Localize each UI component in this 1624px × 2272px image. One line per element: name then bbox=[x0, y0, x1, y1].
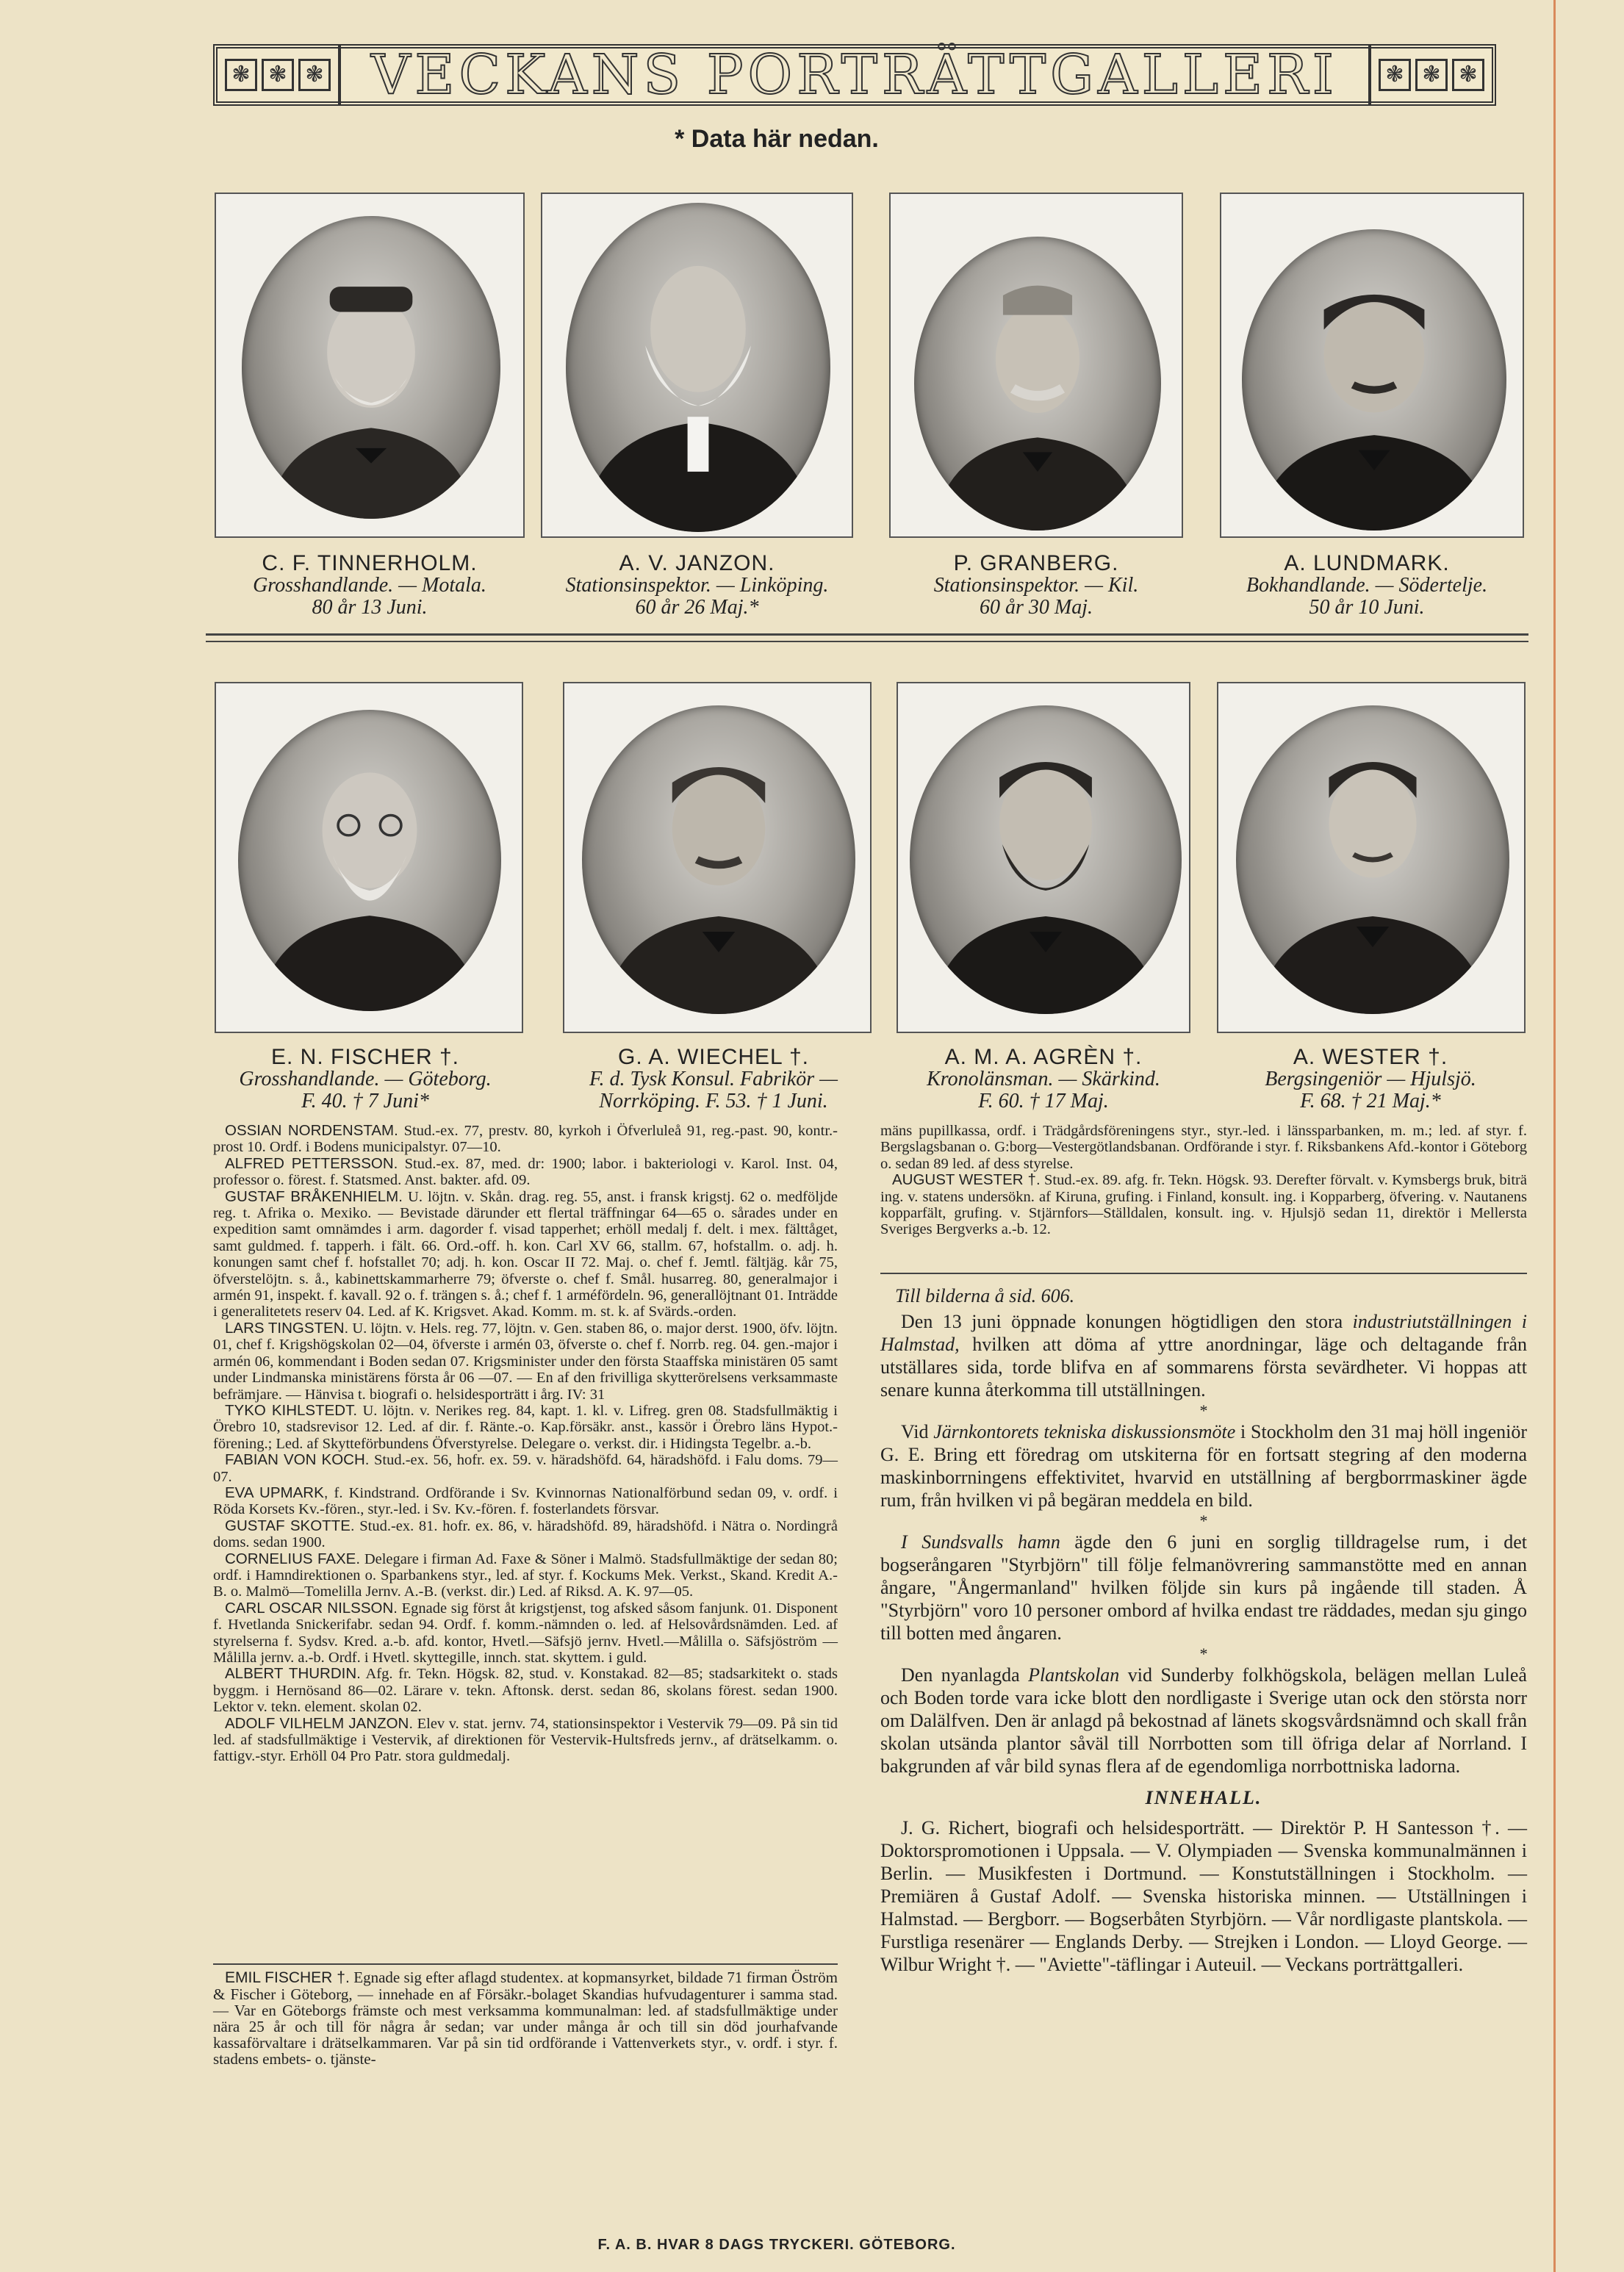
caption-date: 50 år 10 Juni. bbox=[1309, 596, 1425, 619]
caption-title: Bokhandlande. — Södertelje. bbox=[1246, 574, 1488, 597]
bio-name: ALFRED PETTERSSON. bbox=[225, 1154, 398, 1172]
section-star: * bbox=[1199, 1511, 1208, 1530]
caption-fischer bbox=[193, 1046, 538, 1112]
bio-text: U. löjtn. v. Hels. reg. 77, löjtn. v. Gen. staben 86, o. major derst. 1900, öfv. löjtn. 01, chef f. Krigshögskolan 02—04, öfverste i armén 03, öfverste o. chef f. Norrb. reg. 04. gen.-major i armén 06, kommendant i Boden sedan 07. Krigsminister under den första Staaffska ministären 05 samt under Lindmanska ministärens första år 06 —07. — En af den frivilliga skytterörelsens verksammaste befrämjare. — Hänvisa t. biografi o. helsidesporträtt i årg. IV: 31 bbox=[213, 1320, 838, 1403]
data-note: * Data här nedan. bbox=[675, 125, 879, 153]
bio-entry bbox=[213, 1156, 838, 1189]
bio-text: Stud.-ex. 56, hofr. ex. 59. v. häradshöfd. 64, häradshöfd. i Falu doms. 79—07. bbox=[213, 1452, 838, 1485]
contents-list: J. G. Richert, biografi och helsidesporträtt. — Direktör P. H Santesson †. — Doktorspromotionen i Uppsala. — V. Olympiaden — Svenska kommunalmännen i Berlin. — Musikfesten i Dortmund. — Konstutställningen i Stockholm. — Premiären å Gustaf Adolf. — Svenska historiska minnen. — Utställningen i Halmstad. — Bergborr. — Bogserbåten Styrbjörn. — Vår nordligaste plantskola. — Furstliga resenärer — Englands Derby. — Strejken i London. — Lloyd George. — Wilbur Wright †. — "Aviette"-täflingar i Auteuil. — Veckans porträttgalleri. bbox=[880, 1817, 1527, 1975]
section-star: * bbox=[1199, 1644, 1208, 1663]
caption-date: 80 år 13 Juni. bbox=[312, 596, 428, 619]
portrait-oval bbox=[582, 705, 855, 1014]
portrait-figure-icon bbox=[914, 237, 1161, 531]
news-plantskola bbox=[880, 1664, 1527, 1777]
bio-text: Afg. fr. Tekn. Högsk. 82, stud. v. Konstakad. 82—85; stadsarkitekt o. stads byggm. i Hernösand 86—02. Lärare v. tekn. Aftonsk. derst. sedan 86, skolans förest. sedan 1900. Lektor v. tekn. element. skolan 02. bbox=[213, 1666, 838, 1716]
news-text: ägde den 6 juni en sorglig tilldragelse rum, i det bogserångaren "Styrbjörn" till följe felmanövrering sammanstötte med en annan ångare, "Ångermanland" hvilken följde sin kurs på ingående till staden. Å "Styrbjörn" voro 10 personer ombord af hvilka endast tre räddades, medan sju gingo till botten med ångaren. bbox=[880, 1531, 1527, 1644]
news-text: vid Sunderby folkhögskola, belägen mellan Luleå och Boden torde vara icke blott den nordligaste i Sverige utan ock den största norr om Dalälfven. Den är anlagd på bekostnad af länets skogsvårdsnämnd och skall från skolan utsända plantor såväl till Norrbotten som till öfriga delar af Norrland. I bakgrunden af vår bild synas flera af de egendomliga norrbottniska ladorna. bbox=[880, 1664, 1527, 1777]
caption-date: F. 68. † 21 Maj.* bbox=[1300, 1090, 1441, 1112]
divider-rule bbox=[206, 633, 1528, 636]
caption-name: A. V. JANZON. bbox=[619, 551, 775, 575]
news-emphasis: Plantskolan bbox=[1028, 1664, 1120, 1686]
bio-entry bbox=[213, 1452, 838, 1485]
bio-name: EVA UPMARK, bbox=[225, 1484, 328, 1501]
caption-wester bbox=[1205, 1046, 1536, 1112]
bio-text: Delegare i firman Ad. Faxe & Söner i Malmö. Stadsfullmäktige der sedan 80; ordf. i Hamndirektionen o. Sparbankens styr., led. af styr. f. Kockums Mek. Verkst., Skand. Kredit A.-B. o. Malmö—Tomelilla Jernv. A.-B. (verkst. dir.) Led. af Riksd. A. K. 97—05. bbox=[213, 1550, 838, 1600]
portrait-oval bbox=[914, 237, 1161, 531]
bio-text: Elev v. stat. jernv. 74, stationsinspektor i Vestervik 79—09. På sin tid led. af stadsfullmäktige i Vestervik, af direktionen för Vestervik-Hultsfreds jernv., af drätselkamm. o. fattigv.-styr. Erhöll 04 Pro Patr. stora guldmedalj. bbox=[213, 1715, 838, 1765]
bio-entry bbox=[213, 1320, 838, 1403]
portrait-figure-icon bbox=[566, 203, 830, 532]
bio-name: GUSTAF BRÅKENHIELM. bbox=[225, 1187, 403, 1205]
caption-date: F. 40. † 7 Juni* bbox=[301, 1090, 429, 1112]
news-text: Den nyanlagda bbox=[901, 1664, 1029, 1686]
bio-entry bbox=[213, 1600, 838, 1667]
bio-name: GUSTAF SKOTTE. bbox=[225, 1517, 355, 1534]
caption-title: Kronolänsman. — Skärkind. bbox=[927, 1068, 1160, 1090]
caption-granberg bbox=[889, 553, 1183, 619]
masthead-banner bbox=[213, 44, 1496, 106]
bio-divider bbox=[213, 1963, 838, 1965]
caption-title: Bergsingeniör — Hjulsjö. bbox=[1265, 1068, 1476, 1090]
news-text: Den 13 juni öppnade konungen högtidligen den stora bbox=[901, 1311, 1353, 1332]
caption-janzon bbox=[541, 553, 853, 619]
bio-name: EMIL FISCHER †. bbox=[225, 1969, 350, 1986]
portrait-photo bbox=[563, 682, 872, 1033]
caption-name: A. WESTER †. bbox=[1293, 1045, 1448, 1069]
news-emphasis: Järnkontorets tekniska diskussionsmöte bbox=[933, 1421, 1236, 1442]
bio-continuation: mäns pupillkassa, ordf. i Trädgårdsföreningens styr., styr.-led. i länssparbanken, m. m.; led. af styr. f. Bergslagsbanan o. G:borg—Vestergötlandsbanan. Ordförande i styr. f. Riksbankens Afd.-kontor i Göteborg o. sedan 89 led. af dess styrelse. bbox=[880, 1123, 1527, 1172]
portrait-photo bbox=[215, 682, 523, 1033]
caption-name: A. M. A. AGRÈN †. bbox=[944, 1045, 1143, 1069]
portrait-oval bbox=[1236, 705, 1509, 1014]
news-text: Vid bbox=[901, 1421, 934, 1442]
caption-title: Stationsinspektor. — Linköping. bbox=[565, 574, 829, 597]
portrait-photo bbox=[541, 193, 853, 538]
bio-text: Stud.-ex. 89. afg. fr. Tekn. Högsk. 93. Derefter förvalt. v. Kymsbergs bruk, biträ ing. v. statens undersökn. af Kiruna, grufing. i Finland, konsult. ing. i Kopparberg, öfvering. v. Nautanens kopparfält, grufing. v. Stjärnfors—Ställdalen, konsult. ing. v. Hjulsjö sedan 11, direktör i Mellersta Sveriges Bergverks a.-b. 12. bbox=[880, 1172, 1527, 1238]
portrait-figure-icon bbox=[582, 705, 855, 1014]
caption-date: 60 år 26 Maj.* bbox=[635, 596, 759, 619]
news-text: i Stockholm den 31 maj höll ingeniör G. E. Bring ett föredrag om utskiterna för en fortsatt stegring af den moderna maskinborrningens effektivitet, hvarvid en utställning af bergborrmaskiner ägde rum, från hvilken vi på begäran meddela en bild. bbox=[880, 1421, 1527, 1511]
portrait-figure-icon bbox=[1242, 229, 1506, 531]
portrait-photo bbox=[897, 682, 1190, 1033]
printer-footer: F. A. B. HVAR 8 DAGS TRYCKERI. GÖTEBORG. bbox=[597, 2237, 956, 2253]
left-ornaments bbox=[218, 59, 338, 91]
bio-name: CORNELIUS FAXE. bbox=[225, 1550, 361, 1567]
portrait-figure-icon bbox=[242, 216, 500, 519]
page-edge-line bbox=[1553, 0, 1556, 2272]
news-emphasis: industriutställningen i Halmstad, bbox=[880, 1311, 1527, 1355]
ornament-icon: ❃ bbox=[1415, 59, 1448, 91]
bio-entry bbox=[213, 1716, 838, 1765]
caption-date: F. 60. † 17 Maj. bbox=[978, 1090, 1109, 1112]
bio-entry bbox=[213, 1518, 838, 1551]
wester-biography bbox=[880, 1123, 1527, 1238]
caption-name: A. LUNDMARK. bbox=[1284, 551, 1450, 575]
news-halmstad bbox=[880, 1310, 1527, 1401]
biographies-column bbox=[213, 1123, 838, 1765]
caption-title: F. d. Tysk Konsul. Fabrikör — bbox=[589, 1068, 838, 1090]
divider-rule bbox=[206, 641, 1528, 642]
portrait-oval bbox=[566, 203, 830, 532]
bio-entry bbox=[213, 1189, 838, 1320]
caption-name: P. GRANBERG. bbox=[953, 551, 1119, 575]
bio-name: ADOLF VILHELM JANZON. bbox=[225, 1714, 414, 1732]
picture-reference: Till bilderna å sid. 606. bbox=[895, 1285, 1075, 1306]
bio-name: TYKO KIHLSTEDT. bbox=[225, 1401, 358, 1419]
news-jarnkontoret bbox=[880, 1420, 1527, 1511]
bio-text: Stud.-ex. 87, med. dr: 1900; labor. i bakteriologi v. Karol. Inst. 04, professor o. förest. f. Statsmed. Anst. bakter. afd. 09. bbox=[213, 1155, 838, 1189]
news-sundsvall bbox=[880, 1531, 1527, 1644]
caption-name: C. F. TINNERHOLM. bbox=[262, 551, 478, 575]
bio-name: CARL OSCAR NILSSON. bbox=[225, 1599, 398, 1617]
bio-name: AUGUST WESTER †. bbox=[892, 1171, 1041, 1189]
portrait-oval bbox=[910, 705, 1182, 1014]
news-column bbox=[880, 1284, 1527, 1976]
portrait-photo bbox=[1217, 682, 1526, 1033]
portrait-figure-icon bbox=[1236, 705, 1509, 1014]
caption-tinnerholm bbox=[215, 553, 525, 619]
bio-text: Egnade sig efter aflagd studentex. at kopmansyrket, bildade 71 firman Öström & Fischer i Göteborg, — innehade en af Försäkr.-bolaget Skandias hufvudagenturer i samma stad. — Var en Göteborgs främste och mest verksamma kommunalman: led. af stadsfullmäktige under nära 25 år och till för några år sedan; var under många år och till sin död jourhafvande kassaförvaltare i drätselkammaren. Var på sin tid ordförande i Vattenverkets styr., v. ordf. i styr. f. stadens embets- o. tjänste- bbox=[213, 1969, 838, 2068]
portrait-figure-icon bbox=[910, 705, 1182, 1014]
ornament-icon: ❃ bbox=[1452, 59, 1484, 91]
ornament-icon: ❃ bbox=[225, 59, 257, 91]
caption-title: Stationsinspektor. — Kil. bbox=[933, 574, 1139, 597]
bio-name: OSSIAN NORDENSTAM. bbox=[225, 1122, 398, 1139]
ornament-icon: ❃ bbox=[298, 59, 331, 91]
portrait-oval bbox=[238, 710, 501, 1011]
caption-title: Grosshandlande. — Göteborg. bbox=[239, 1068, 492, 1090]
caption-date: 60 år 30 Maj. bbox=[980, 596, 1093, 619]
caption-title: Grosshandlande. — Motala. bbox=[253, 574, 486, 597]
portrait-oval bbox=[1242, 229, 1506, 531]
section-star: * bbox=[1199, 1401, 1208, 1420]
right-ornaments bbox=[1371, 59, 1492, 91]
bio-text: Stud.-ex. 81. hofr. ex. 86, v. häradshöfd. 89, häradshöfd. i Nätra o. Nordingrå doms. sedan 1900. bbox=[213, 1517, 838, 1551]
caption-date: Norrköping. F. 53. † 1 Juni. bbox=[599, 1090, 828, 1112]
caption-wiechel bbox=[541, 1046, 886, 1112]
bio-entry bbox=[213, 1485, 838, 1518]
bio-text: U. löjtn. v. Nerikes reg. 84, kapt. 1. kl. v. Lifreg. gren 08. Stadsfullmäktig i Örebro 10, stadsrevisor 12. Led. af dir. f. Ränte.-o. Kap.försäkr. anst., kassör i Örebro läns Hypot.-förening.; Led. af Skytteförbundens Öfverstyrelse. Delegare o. verkst. dir. i Hidingsta Tegelbr. a.-b. bbox=[213, 1402, 838, 1452]
bio-text: U. löjtn. v. Skån. drag. reg. 55, anst. i fransk krigstj. 62 o. medföljde reg. t. Afrika o. Mexiko. — Bevistade därunder ett flertal träffningar 64—65 o. sårades under en expedition samt omnämdes i arm. dagorder f. visad tapperhet; erhöll medalj f. delt. i mex. fälttåget, samt guldmed. f. tapperh. i fält. 66. Ord.-off. h. kon. Carl XV 66, stallm. 67, hofstallm. o. adj. h. konungen samt chef f. hofstallet 70; adj. h. kon. Oscar II 72. Maj. o. chef f. Jemtl. fältjäg. kår 75, öfverstelöjtn. s. å., kabinettskammarherre 79; öfverste o. chef f. Smål. husarreg. 80, generalmajor i armén 91, inspekt. f. kavall. 92 o. f. trängen s. å.; chef f. 1 arméfördeln. 96, generallöjtnant 01. Inträdde i generalitetets reserv 04. Led. af K. Krigsvet. Akad. Komm. m. st. k. af Svärds.-orden. bbox=[213, 1188, 838, 1320]
bio-entry bbox=[213, 1666, 838, 1715]
news-emphasis: I Sundsvalls hamn bbox=[901, 1531, 1060, 1553]
contents-heading: INNEHALL. bbox=[1145, 1787, 1262, 1808]
column-divider bbox=[880, 1273, 1527, 1274]
bio-entry bbox=[213, 1551, 838, 1600]
bio-entry bbox=[213, 1403, 838, 1452]
caption-lundmark bbox=[1205, 553, 1528, 619]
ornament-icon: ❃ bbox=[262, 59, 294, 91]
portrait-photo bbox=[889, 193, 1183, 538]
caption-agren bbox=[882, 1046, 1205, 1112]
bio-name: FABIAN VON KOCH. bbox=[225, 1451, 370, 1469]
bio-text: Egnade sig först åt krigstjenst, tog afsked såsom fanjunk. 01. Disponent f. Hvetlanda Snickerifabr. sedan 94. Ordf. f. komm.-nämnden o. led. af Helsovårdsnämden. Led. af styrelserna f. Sydsv. Kred. a.-b. afd. kontor, Hvetl.—Säfsjö jernv. Hvetl.—Målilla o. Säfsjöström —Målilla jernv. a.-b. Ordf. i Hvetl. skyttegille, innch. stat. skyttem. i guld. bbox=[213, 1600, 838, 1666]
portrait-figure-icon bbox=[238, 710, 501, 1011]
bio-text: Stud.-ex. 77, prestv. 80, kyrkoh i Öfverluleå 91, reg.-past. 90, kontr.-prost 10. Ordf. i Bodens municipalstyr. 07—10. bbox=[213, 1123, 838, 1156]
bio-entry bbox=[213, 1969, 838, 2067]
bio-entry bbox=[213, 1123, 838, 1156]
portrait-photo bbox=[1220, 193, 1524, 538]
ornament-icon: ❃ bbox=[1379, 59, 1411, 91]
caption-name: G. A. WIECHEL †. bbox=[618, 1045, 809, 1069]
portrait-oval bbox=[242, 216, 500, 519]
caption-name: E. N. FISCHER †. bbox=[270, 1045, 460, 1069]
bio-name: LARS TINGSTEN. bbox=[225, 1319, 349, 1337]
masthead-title: VECKANS PORTRÄTTGALLERI bbox=[338, 45, 1371, 105]
bio-entry bbox=[880, 1172, 1527, 1238]
bio-text: f. Kindstrand. Ordförande i Sv. Kvinnornas Nationalförbund sedan 09, v. ordf. i Röda Korsets Kv.-fören., styr.-led. i Sv. Kv.-fören. f. fosterlandets försvar. bbox=[213, 1484, 838, 1518]
bio-name: ALBERT THURDIN. bbox=[225, 1665, 361, 1683]
news-text: hvilken att döma af yttre anordningar, läge och deltagande från utställares sida, torde blifva en af sommarens första sevärdheter. Vi hoppas att senare kunna återkomma till utställningen. bbox=[880, 1334, 1527, 1401]
portrait-photo bbox=[215, 193, 525, 538]
fischer-obituary bbox=[213, 1969, 838, 2067]
